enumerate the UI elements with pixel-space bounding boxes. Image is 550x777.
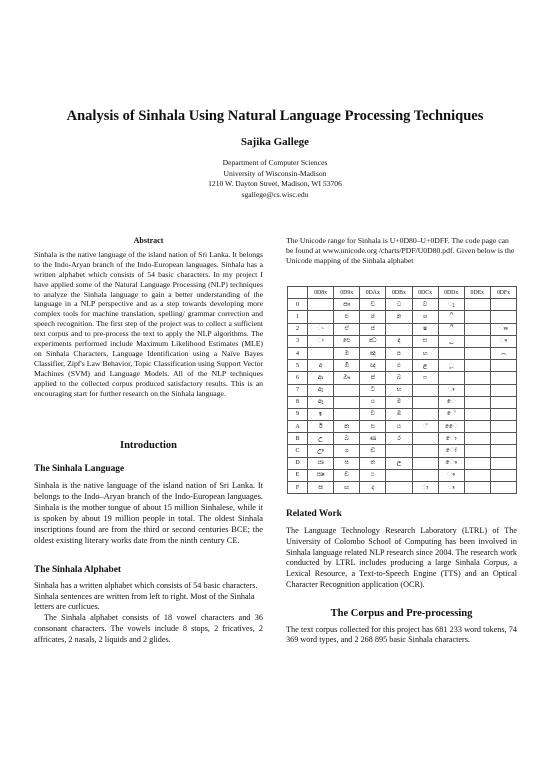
unicode-cell: භ	[386, 384, 412, 396]
unicode-cell	[464, 469, 490, 481]
unicode-cell	[490, 469, 516, 481]
unicode-cell: ෘ	[438, 482, 464, 494]
unicode-cell: ධ	[386, 299, 412, 311]
unicode-row-label: E	[288, 469, 308, 481]
unicode-cell: ද	[360, 482, 386, 494]
unicode-cell	[412, 396, 438, 408]
unicode-cell: ර	[386, 433, 412, 445]
unicode-table-row	[288, 347, 517, 359]
corpus-text: The text corpus collected for this project has 681 233 word tokens, 74 369 word types, and 2 268 895 basic Sinhala characters.	[286, 624, 517, 645]
unicode-cell: ඨ	[360, 396, 386, 408]
unicode-cell: ඦ	[360, 372, 386, 384]
affiliation-email: sgallege@cs.wisc.edu	[241, 189, 309, 199]
unicode-table-header-row	[288, 287, 517, 299]
unicode-cell	[464, 323, 490, 335]
unicode-cell: එ	[334, 311, 360, 323]
unicode-cell	[490, 372, 516, 384]
unicode-cell: ඡ	[360, 311, 386, 323]
sinhala-alphabet-vowels-text: The Sinhala alphabet consists of 18 vowel characters and 36 consonant characters. The vowels include 8 stops, 2 fricatives, 2 affricates, 2 nasals, 2 liquids and 2 glides.	[34, 613, 263, 644]
unicode-cell: ෙ	[438, 396, 464, 408]
unicode-text: The Unicode range for Sinhala is U+0D80–U+0DFF. The code page can be found at www.unicode.org /charts/PDF/U0D80.pdf. Given below is the Unicode mapping of the Sinhala alphabet	[286, 236, 515, 265]
unicode-table-row	[288, 469, 517, 481]
unicode-cell	[412, 469, 438, 481]
unicode-cell	[412, 384, 438, 396]
unicode-table-header: 0D9x	[334, 287, 360, 299]
unicode-table-row	[288, 323, 517, 335]
sinhala-language-text: Sinhala is the native language of the island nation of Sri Lanka. It belongs to the Indo–Aryan branch of the Indo-European languages. Sinhala is the mother tongue of about 15 million Sinhalese, while it is spoken by about 19 million people in total. The oldest Sinhala inscriptions found are from the third or second centuries BCE; the oldest existing literary works date from the ninth century CE.	[34, 480, 263, 545]
unicode-cell	[464, 384, 490, 396]
unicode-cell: ට	[360, 384, 386, 396]
unicode-cell: අ	[308, 360, 334, 372]
unicode-cell: හ	[412, 347, 438, 359]
unicode-cell: ජ	[360, 323, 386, 335]
unicode-cell: ය	[386, 421, 412, 433]
corpus-heading: The Corpus and Pre-processing	[330, 607, 473, 619]
unicode-cell: ේ	[438, 408, 464, 420]
unicode-row-label: C	[288, 445, 308, 457]
sinhala-alphabet-heading: The Sinhala Alphabet	[34, 564, 122, 575]
unicode-row-label: 2	[288, 323, 308, 335]
unicode-cell: ො	[438, 433, 464, 445]
unicode-row-label: 9	[288, 408, 308, 420]
unicode-cell: ඵ	[386, 360, 412, 372]
unicode-cell: ්	[412, 421, 438, 433]
unicode-cell: ච	[360, 299, 386, 311]
unicode-table-body	[288, 299, 517, 494]
unicode-cell: ු	[438, 335, 464, 347]
unicode-table-row	[288, 433, 517, 445]
unicode-cell: ඓ	[334, 335, 360, 347]
unicode-cell: ී	[438, 323, 464, 335]
unicode-cell	[464, 445, 490, 457]
unicode-cell: ඎ	[308, 469, 334, 481]
unicode-cell: ප	[386, 347, 412, 359]
introduction-heading: Introduction	[120, 440, 177, 451]
unicode-cell	[490, 299, 516, 311]
unicode-cell	[464, 372, 490, 384]
unicode-cell: ෛ	[438, 421, 464, 433]
unicode-cell: ෲ	[490, 323, 516, 335]
unicode-table-row	[288, 421, 517, 433]
unicode-table-row	[288, 396, 517, 408]
unicode-table-row	[288, 360, 517, 372]
unicode-row-label: 7	[288, 384, 308, 396]
unicode-cell: ඃ	[308, 335, 334, 347]
unicode-cell: ඩ	[360, 408, 386, 420]
unicode-cell	[490, 433, 516, 445]
sinhala-alphabet-text: Sinhala has a written alphabet which consists of 54 basic characters. Sinhala sentences are written from left to right. Most of the Sinhala letters are curlicues.	[34, 580, 258, 612]
introduction-section	[34, 441, 263, 646]
unicode-cell: ූ	[438, 360, 464, 372]
unicode-cell	[464, 360, 490, 372]
unicode-cell	[490, 445, 516, 457]
unicode-cell	[490, 360, 516, 372]
unicode-row-label: 0	[288, 299, 308, 311]
unicode-table-row	[288, 482, 517, 494]
unicode-table-header: 0DCx	[412, 287, 438, 299]
unicode-row-label: 1	[288, 311, 308, 323]
unicode-cell	[438, 347, 464, 359]
unicode-cell	[464, 347, 490, 359]
unicode-cell: ළ	[412, 360, 438, 372]
unicode-cell	[464, 408, 490, 420]
unicode-cell: ථ	[360, 469, 386, 481]
paper-title: Analysis of Sinhala Using Natural Language Processing Techniques	[66, 108, 484, 124]
unicode-cell: ඇ	[308, 384, 334, 396]
unicode-cell: ඳ	[386, 335, 412, 347]
unicode-table-header: 0DEx	[464, 287, 490, 299]
unicode-cell: ත	[360, 457, 386, 469]
unicode-cell	[438, 372, 464, 384]
unicode-table-row	[288, 445, 517, 457]
unicode-cell: ෘ	[438, 384, 464, 396]
unicode-cell: ඒ	[334, 323, 360, 335]
unicode-cell	[334, 396, 360, 408]
unicode-cell: ස	[412, 335, 438, 347]
unicode-cell: ි	[438, 311, 464, 323]
unicode-table-row	[288, 457, 517, 469]
unicode-cell	[386, 469, 412, 481]
unicode-cell: ඉ	[308, 408, 334, 420]
unicode-cell: ඛ	[334, 433, 360, 445]
unicode-table-row	[288, 311, 517, 323]
affiliation-address: 1210 W. Dayton Street, Madison, WI 53706	[208, 179, 342, 189]
unicode-cell: ශ	[412, 311, 438, 323]
unicode-cell	[334, 408, 360, 420]
unicode-cell	[334, 384, 360, 396]
unicode-cell	[412, 433, 438, 445]
unicode-cell: ඣ	[360, 335, 386, 347]
unicode-cell: ම	[386, 396, 412, 408]
unicode-section	[286, 236, 517, 266]
unicode-cell	[490, 457, 516, 469]
abstract-text: Sinhala is the native language of the island nation of Sri Lanka. It belongs to the Indo-Aryan branch of the Indo-European languages. Sinhala has a written alphabet which consists of 54 basic characters. In my project I have applied some of the Natural Language Processing (NLP) techniques to analyze the Sinhala language to gain a better understanding of the language in a NLP perspective and as a step towards developing more complex tools for machine translation, spelling/ grammar correction and speech recognition. The first step of the project was to collect a sufficient text corpus and to pre-process the text to apply the NLP algorithms. The experiments performed include Maximum Likelihood Estimates (MLE) on Sinhala Characters, Language Identification using a Naïve Bayes Classifier, Zipf's Law Behavior, Topic Classification using Support Vector Machines (SVM) and Language Models. All of the NLP techniques applied to the collected corpus produced satisfactory results. This is an encouraging start for further research on the Sinhala language.	[34, 249, 263, 398]
unicode-cell: ඝ	[334, 457, 360, 469]
unicode-cell: ෆ	[412, 372, 438, 384]
unicode-cell	[464, 311, 490, 323]
unicode-cell: ඥ	[360, 360, 386, 372]
unicode-table-header: 0DBx	[386, 287, 412, 299]
unicode-cell: ඹ	[386, 408, 412, 420]
unicode-cell	[386, 445, 412, 457]
unicode-row-label: A	[288, 421, 308, 433]
unicode-cell	[308, 347, 334, 359]
sinhala-language-heading: The Sinhala Language	[34, 463, 125, 474]
unicode-cell: ෴	[490, 347, 516, 359]
unicode-row-label: F	[288, 482, 308, 494]
unicode-cell	[464, 433, 490, 445]
unicode-cell	[490, 482, 516, 494]
unicode-cell: ඕ	[334, 360, 360, 372]
unicode-row-label: 3	[288, 335, 308, 347]
unicode-table-row	[288, 372, 517, 384]
unicode-cell	[464, 335, 490, 347]
unicode-cell	[464, 482, 490, 494]
unicode-table-row	[288, 335, 517, 347]
unicode-cell: ක	[334, 421, 360, 433]
unicode-cell	[308, 311, 334, 323]
unicode-cell: ඍ	[308, 457, 334, 469]
related-work-heading: Related Work	[286, 509, 342, 519]
unicode-cell	[464, 421, 490, 433]
unicode-cell: ඊ	[308, 421, 334, 433]
unicode-cell	[490, 408, 516, 420]
unicode-cell: උ	[308, 433, 334, 445]
unicode-table-header: 0D8x	[308, 287, 334, 299]
unicode-cell: බ	[386, 372, 412, 384]
unicode-table	[287, 286, 517, 494]
unicode-cell	[386, 323, 412, 335]
unicode-table-header: 0DAx	[360, 287, 386, 299]
unicode-cell: ඪ	[360, 421, 386, 433]
unicode-row-label: 6	[288, 372, 308, 384]
unicode-cell	[464, 457, 490, 469]
unicode-row-label: 8	[288, 396, 308, 408]
unicode-row-label: B	[288, 433, 308, 445]
abstract-section	[34, 236, 263, 399]
unicode-cell	[490, 311, 516, 323]
unicode-cell: ඞ	[334, 469, 360, 481]
unicode-cell: ණ	[360, 433, 386, 445]
unicode-cell: ෞ	[438, 457, 464, 469]
unicode-cell: ෳ	[490, 335, 516, 347]
related-work-section	[286, 510, 517, 646]
unicode-cell: ග	[334, 445, 360, 457]
unicode-cell: ඖ	[334, 372, 360, 384]
unicode-cell	[308, 299, 334, 311]
unicode-cell	[386, 482, 412, 494]
affiliation	[0, 158, 550, 200]
unicode-cell	[490, 396, 516, 408]
unicode-cell: ෝ	[438, 445, 464, 457]
unicode-cell: ආ	[308, 372, 334, 384]
unicode-table-header: 0DDx	[438, 287, 464, 299]
related-work-text: The Language Technology Research Laboratory (LTRL) of The University of Colombo School of Computing has been involved in Sinhala language related NLP research since 2004. The research work conducted by LTRL includes producing a large Sinhala Corpus, a Lexical Resource, a Text-to-Speech Engine (TTS) and an Optical Character Recognition application (OCR).	[286, 525, 517, 589]
unicode-cell	[464, 299, 490, 311]
affiliation-univ: University of Wisconsin-Madison	[223, 168, 327, 178]
unicode-cell: ෂ	[412, 323, 438, 335]
unicode-cell	[490, 384, 516, 396]
unicode-cell: ා	[412, 482, 438, 494]
affiliation-dept: Department of Computer Sciences	[222, 158, 328, 167]
unicode-cell: ඬ	[360, 445, 386, 457]
unicode-cell: ඤ	[360, 347, 386, 359]
unicode-table-row	[288, 384, 517, 396]
unicode-cell	[412, 445, 438, 457]
unicode-row-label: 4	[288, 347, 308, 359]
unicode-cell: ඟ	[334, 482, 360, 494]
abstract-heading: Abstract	[133, 236, 164, 245]
unicode-cell: ං	[308, 323, 334, 335]
unicode-cell: ල	[386, 457, 412, 469]
unicode-row-label: D	[288, 457, 308, 469]
unicode-cell: ඔ	[334, 347, 360, 359]
unicode-cell: ඌ	[308, 445, 334, 457]
author-name: Sajika Gallege	[240, 136, 310, 148]
unicode-cell	[412, 457, 438, 469]
unicode-cell: ෟ	[438, 469, 464, 481]
unicode-table-row	[288, 408, 517, 420]
unicode-cell: ව	[412, 299, 438, 311]
unicode-cell	[490, 421, 516, 433]
unicode-cell: ඐ	[334, 299, 360, 311]
unicode-cell	[464, 396, 490, 408]
unicode-row-label: 5	[288, 360, 308, 372]
unicode-cell: ෑ	[438, 299, 464, 311]
unicode-table-header: 0DFx	[490, 287, 516, 299]
unicode-cell: න	[386, 311, 412, 323]
unicode-table-row	[288, 299, 517, 311]
unicode-cell: ඏ	[308, 482, 334, 494]
unicode-table-header	[288, 287, 308, 299]
unicode-cell	[412, 408, 438, 420]
unicode-cell: ඈ	[308, 396, 334, 408]
